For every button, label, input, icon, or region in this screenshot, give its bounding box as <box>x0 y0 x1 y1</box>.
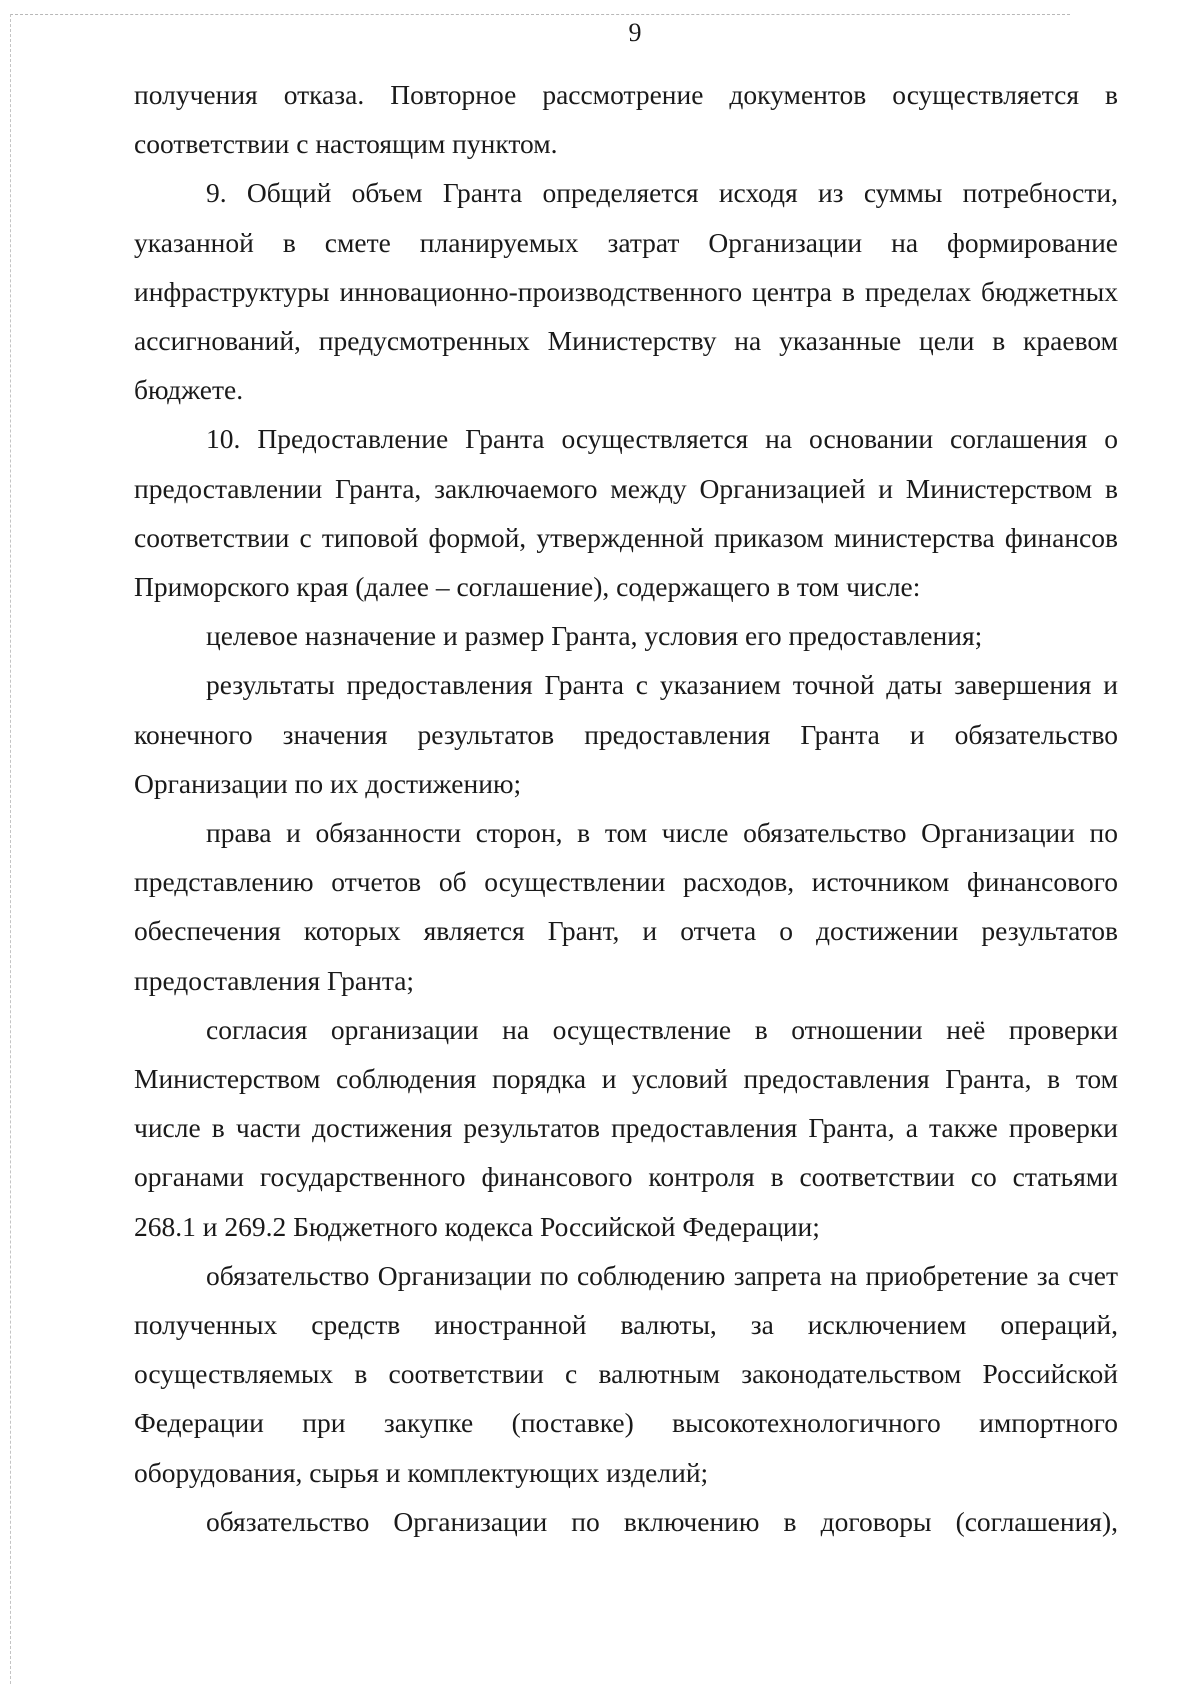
scan-left-border <box>10 14 11 1684</box>
paragraph-subitem-rights: права и обязанности сторон, в том числе обязательство Организации по представлению отчетов об осуществлении расходов, источником финансового обеспечения которых является Грант, и отчета о достижении результатов предоставления Гранта; <box>134 817 1118 996</box>
paragraph-continuation: получения отказа. Повторное рассмотрение документов осуществляется в соответствии с настоящим пунктом. <box>134 79 1118 160</box>
paragraph-subitem-contracts: обязательство Организации по включению в договоры (соглашения), <box>206 1505 1118 1537</box>
paragraph-subitem-purpose: целевое назначение и размер Гранта, условия его предоставления; <box>206 620 983 652</box>
paragraph-item-10: 10. Предоставление Гранта осуществляется на основании соглашения о предоставлении Гранта, заключаемого между Организацией и Министерством в соответствии с типовой формой, утвержденной приказом министерства финансов Приморского края (далее – соглашение), содержащего в том числе: <box>134 423 1118 603</box>
paragraph-subitem-consent: согласия организации на осуществление в отношении неё проверки Министерством соблюдения порядка и условий предоставления Гранта, в том числе в части достижения результатов предоставления Гранта, а также проверки органами государственного финансового контроля в соответствии со статьями 268.1 и 269.2 Бюджетного кодекса Российской Федерации; <box>134 1013 1118 1242</box>
paragraph-item-9: 9. Общий объем Гранта определяется исходя из суммы потребности, указанной в смете планируемых затрат Организации на формирование инфраструктуры инновационно-производственного центра в пределах бюджетных ассигнований, предусмотренных Министерству на указанные цели в краевом бюджете. <box>134 177 1118 406</box>
paragraph-subitem-results: результаты предоставления Гранта с указанием точной даты завершения и конечного значения результатов предоставления Гранта и обязательство Организации по их достижению; <box>134 669 1118 799</box>
page-number: 9 <box>628 18 642 47</box>
paragraph-subitem-currency: обязательство Организации по соблюдению запрета на приобретение за счет полученных средств иностранной валюты, за исключением операций, осуществляемых в соответствии с валютным законодательством Российской Федерации при закупке (поставке) высокотехнологичного импортного оборудования, сырья и комплектующих изделий; <box>134 1259 1118 1488</box>
scan-top-border <box>10 14 1070 15</box>
document-body <box>134 70 1118 1546</box>
